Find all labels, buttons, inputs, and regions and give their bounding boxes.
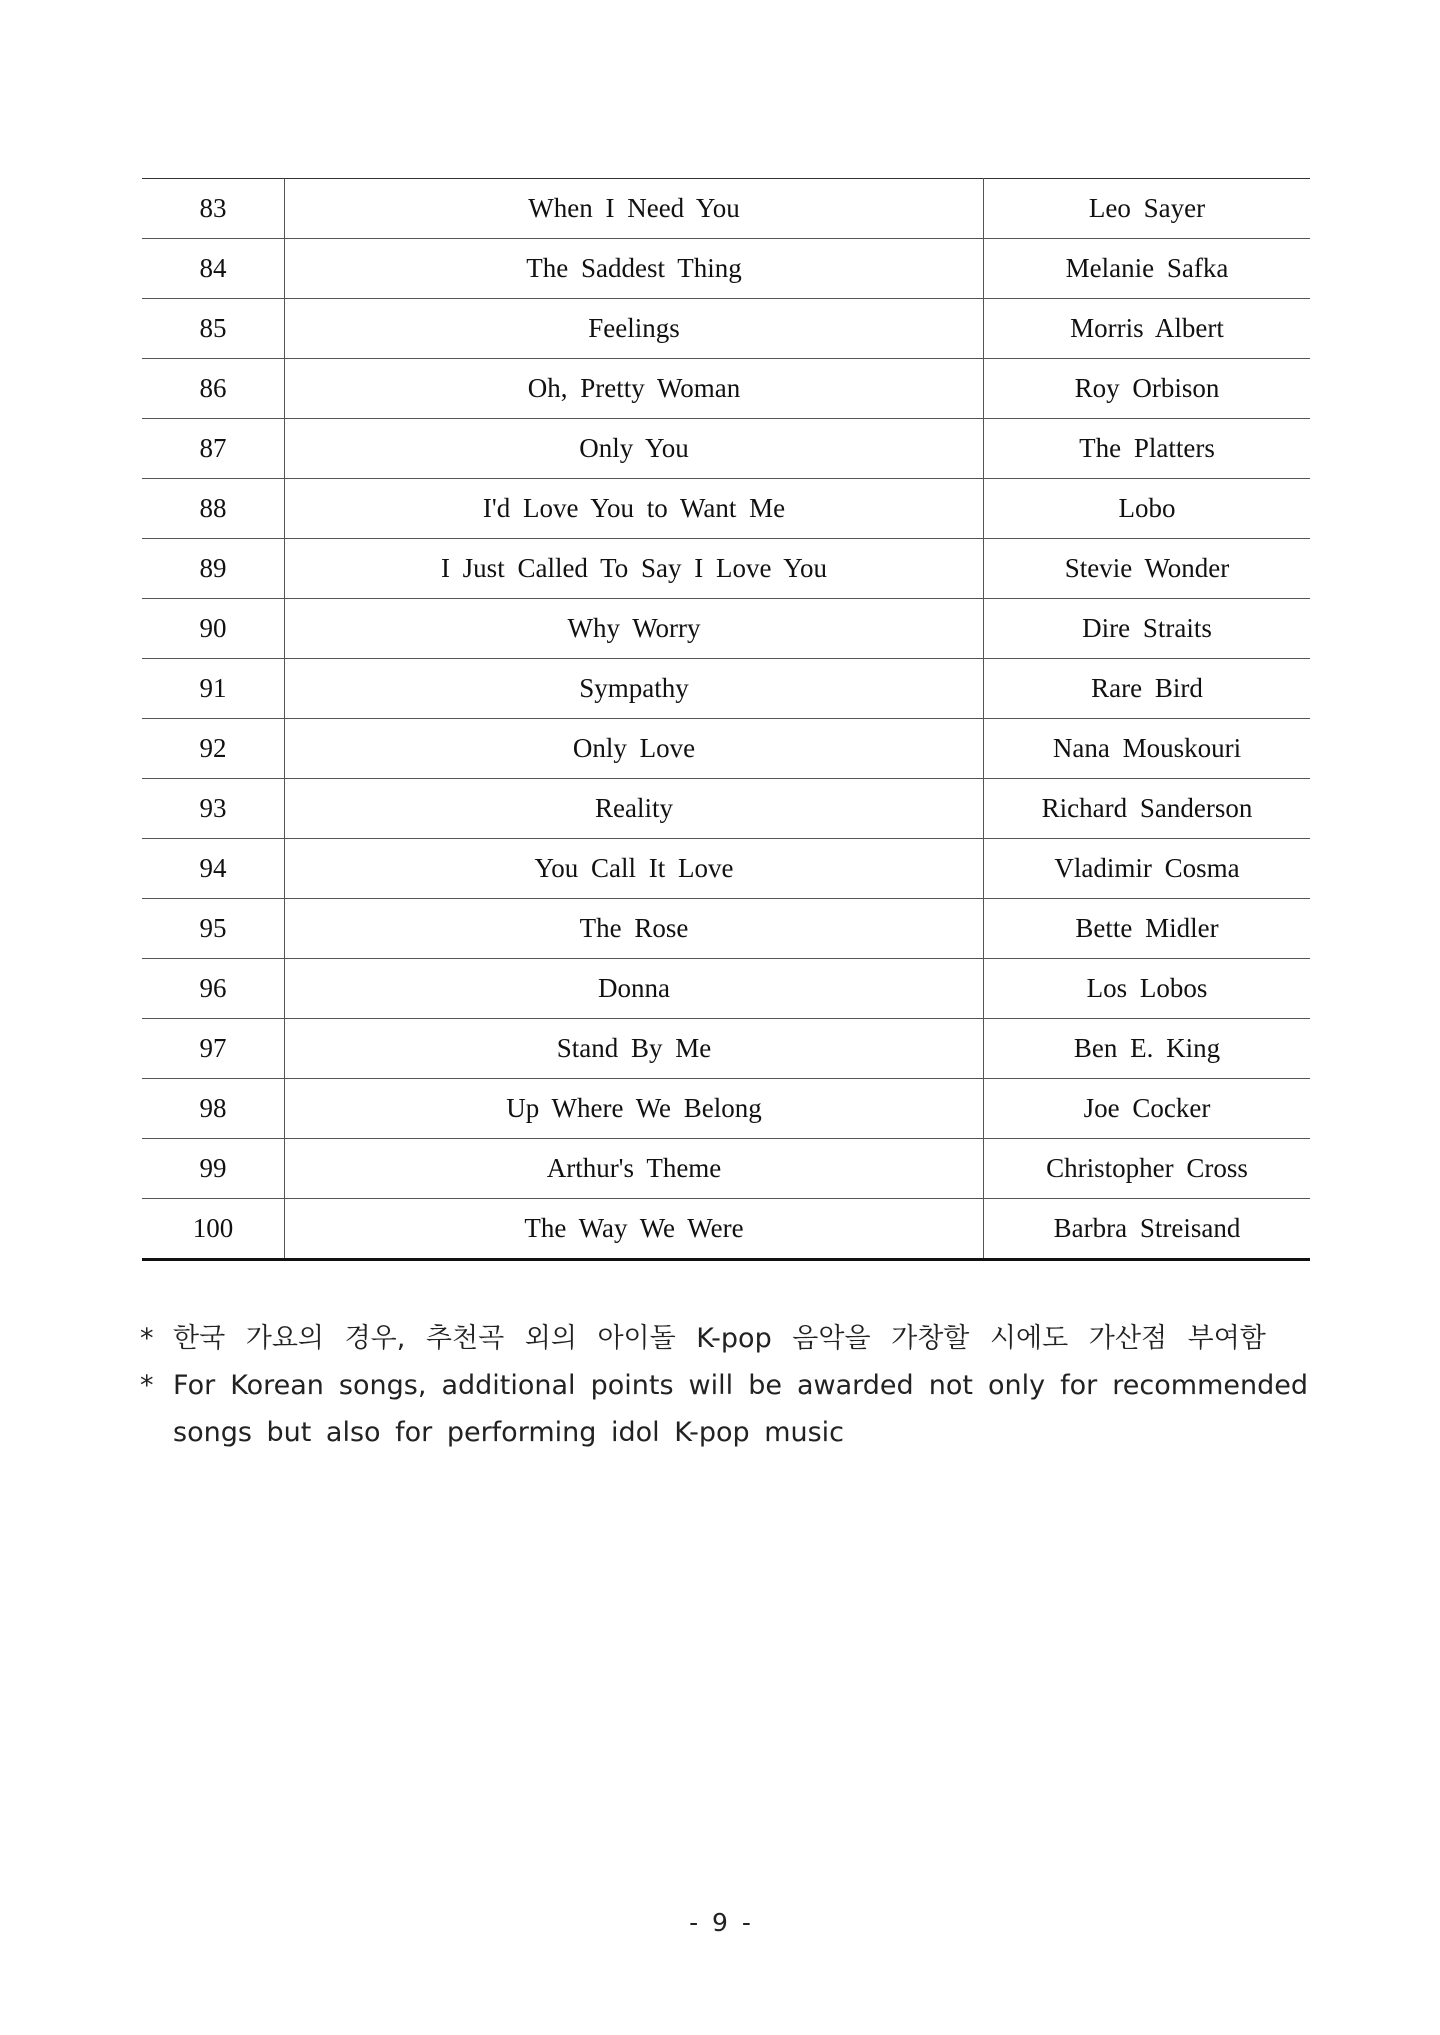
song-number: 84 [142,239,285,299]
table-row [142,299,1310,359]
note-bullet: * [140,1323,154,1354]
song-artist: Stevie Wonder [984,539,1311,599]
song-artist: Christopher Cross [984,1139,1311,1199]
song-title: I Just Called To Say I Love You [285,539,984,599]
song-number: 85 [142,299,285,359]
song-number: 96 [142,959,285,1019]
table-row [142,779,1310,839]
song-number: 94 [142,839,285,899]
song-number: 89 [142,539,285,599]
song-title: Only You [285,419,984,479]
song-title: Feelings [285,299,984,359]
song-title: Only Love [285,719,984,779]
song-artist: Dire Straits [984,599,1311,659]
song-artist: Vladimir Cosma [984,839,1311,899]
table-row [142,1139,1310,1199]
song-title: Why Worry [285,599,984,659]
song-number: 86 [142,359,285,419]
song-number: 99 [142,1139,285,1199]
note-korean-text: 한국 가요의 경우, 추천곡 외의 아이돌 K-pop 음악을 가창할 시에도 가산점 부여함 [173,1323,1266,1354]
song-number: 95 [142,899,285,959]
song-artist: Leo Sayer [984,179,1311,239]
song-artist: Ben E. King [984,1019,1311,1079]
song-title: Sympathy [285,659,984,719]
table-row [142,1079,1310,1139]
song-artist: Joe Cocker [984,1079,1311,1139]
song-title: Up Where We Belong [285,1079,984,1139]
table-row [142,899,1310,959]
song-number: 90 [142,599,285,659]
table-row [142,839,1310,899]
song-title: When I Need You [285,179,984,239]
note-korean [140,1315,1308,1362]
song-title: Oh, Pretty Woman [285,359,984,419]
table-row [142,479,1310,539]
song-artist: Nana Mouskouri [984,719,1311,779]
song-title: Reality [285,779,984,839]
song-artist: Barbra Streisand [984,1199,1311,1260]
song-number: 91 [142,659,285,719]
song-number: 97 [142,1019,285,1079]
song-number: 88 [142,479,285,539]
song-title: The Saddest Thing [285,239,984,299]
table-row [142,599,1310,659]
song-title: The Way We Were [285,1199,984,1260]
song-number: 92 [142,719,285,779]
table-row [142,1199,1310,1260]
song-number: 83 [142,179,285,239]
song-title: I'd Love You to Want Me [285,479,984,539]
table-row [142,179,1310,239]
table-row [142,419,1310,479]
song-title: Donna [285,959,984,1019]
song-artist: Bette Midler [984,899,1311,959]
table-row [142,959,1310,1019]
table-row [142,239,1310,299]
table-row [142,1019,1310,1079]
song-table [142,178,1310,1261]
song-artist: Melanie Safka [984,239,1311,299]
song-artist: Rare Bird [984,659,1311,719]
song-artist: Roy Orbison [984,359,1311,419]
song-number: 93 [142,779,285,839]
song-title: Arthur's Theme [285,1139,984,1199]
table-row [142,659,1310,719]
song-number: 98 [142,1079,285,1139]
song-artist: The Platters [984,419,1311,479]
note-bullet: * [140,1370,154,1401]
song-artist: Los Lobos [984,959,1311,1019]
notes-section [140,1315,1308,1456]
table-row [142,719,1310,779]
song-title: The Rose [285,899,984,959]
song-number: 100 [142,1199,285,1260]
note-english-text: For Korean songs, additional points will be awarded not only for recommended songs but also for performing idol K-pop music [173,1370,1308,1448]
song-title: Stand By Me [285,1019,984,1079]
page-number: - 9 - [689,1908,751,1937]
song-artist: Richard Sanderson [984,779,1311,839]
table-row [142,539,1310,599]
song-title: You Call It Love [285,839,984,899]
song-number: 87 [142,419,285,479]
note-english [140,1362,1308,1456]
table-row [142,359,1310,419]
song-table-body [142,179,1310,1260]
song-artist: Lobo [984,479,1311,539]
song-artist: Morris Albert [984,299,1311,359]
